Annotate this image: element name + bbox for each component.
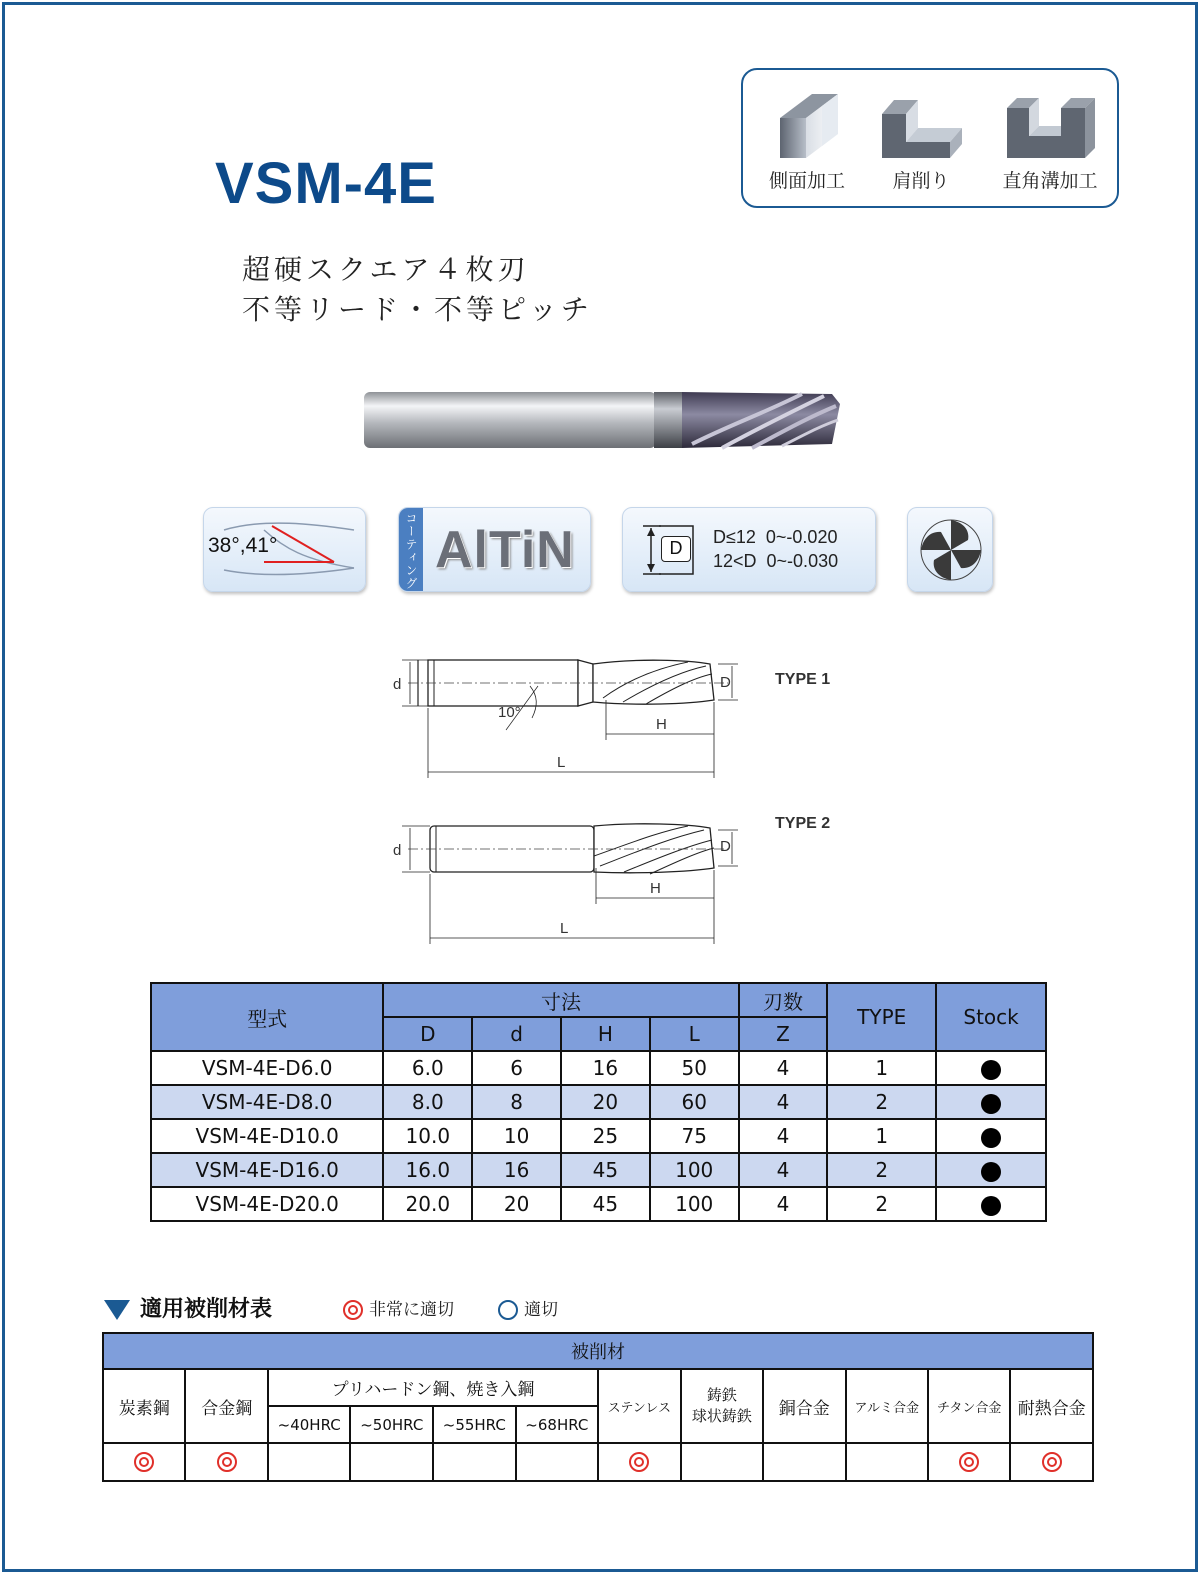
cell-d: 8 <box>472 1085 561 1119</box>
rating-cell <box>103 1443 185 1481</box>
cell-L: 100 <box>650 1187 739 1221</box>
cell-stock <box>936 1187 1046 1221</box>
process-label-slot: 直角溝加工 <box>1002 170 1098 192</box>
cell-d: 10 <box>472 1119 561 1153</box>
material-col-68hrc: ~68HRC <box>516 1406 599 1443</box>
cell-d: 20 <box>472 1187 561 1221</box>
material-table <box>102 1332 1094 1482</box>
stock-dot-icon <box>981 1128 1001 1148</box>
cell-type: 2 <box>827 1085 936 1119</box>
table-row <box>151 1187 1046 1221</box>
type2-label: TYPE 2 <box>775 815 831 832</box>
double-circle-icon <box>959 1452 979 1472</box>
rating-cell <box>598 1443 680 1481</box>
table-row <box>151 1085 1046 1119</box>
cell-Z: 4 <box>739 1051 828 1085</box>
table-row <box>151 1119 1046 1153</box>
rating-cell <box>433 1443 516 1481</box>
header-model: 型式 <box>151 983 383 1051</box>
tolerance-badge <box>622 507 876 592</box>
coating-side-label: コーティング <box>399 508 423 592</box>
type1-label: TYPE 1 <box>775 671 831 688</box>
rating-cell <box>846 1443 928 1481</box>
rating-cell <box>516 1443 599 1481</box>
process-label-shoulder: 肩削り <box>892 170 950 192</box>
legend-excellent-text: 非常に適切 <box>369 1300 454 1320</box>
rating-cell <box>1010 1443 1093 1481</box>
material-col-titanium-alloy: チタン合金 <box>928 1369 1010 1443</box>
helix-angle-text: 38°,41° <box>208 534 278 557</box>
table-row <box>151 1153 1046 1187</box>
four-flute-cross-section-icon <box>908 508 993 592</box>
cell-type: 1 <box>827 1051 936 1085</box>
type1-dim-d: d <box>393 676 402 693</box>
rating-cell <box>928 1443 1010 1481</box>
header-dimensions: 寸法 <box>383 983 738 1017</box>
material-col-aluminum-alloy: アルミ合金 <box>846 1369 928 1443</box>
rating-cell <box>268 1443 351 1481</box>
cell-stock <box>936 1153 1046 1187</box>
rating-cell <box>763 1443 845 1481</box>
product-title: VSM-4E <box>215 151 437 216</box>
cell-stock <box>936 1119 1046 1153</box>
process-shoulder-milling <box>873 92 969 193</box>
flute-count-badge <box>907 507 993 592</box>
end-mill-photo <box>362 384 847 456</box>
cell-model: VSM-4E-D6.0 <box>151 1051 383 1085</box>
cell-H: 45 <box>561 1153 650 1187</box>
material-col-50hrc: ~50HRC <box>350 1406 433 1443</box>
double-circle-icon <box>343 1300 363 1320</box>
cell-D: 6.0 <box>383 1051 472 1085</box>
type1-dim-H: H <box>656 716 667 733</box>
material-rating-row <box>103 1443 1093 1481</box>
spec-table <box>150 982 1047 1222</box>
material-col-copper-alloy: 銅合金 <box>763 1369 845 1443</box>
cell-model: VSM-4E-D8.0 <box>151 1085 383 1119</box>
cell-model: VSM-4E-D10.0 <box>151 1119 383 1153</box>
header-type: TYPE <box>827 983 936 1051</box>
cell-Z: 4 <box>739 1119 828 1153</box>
cell-Z: 4 <box>739 1187 828 1221</box>
stock-dot-icon <box>981 1196 1001 1216</box>
header-D: D <box>383 1017 472 1051</box>
type2-dim-D: D <box>720 838 731 855</box>
cell-type: 2 <box>827 1153 936 1187</box>
side-milling-icon <box>772 88 842 160</box>
type1-drawing <box>388 650 748 780</box>
process-side-milling <box>765 88 849 193</box>
double-circle-icon <box>134 1452 154 1472</box>
process-panel <box>741 68 1119 208</box>
double-circle-icon <box>629 1452 649 1472</box>
tolerance-d-symbol: D <box>661 536 691 562</box>
cell-D: 10.0 <box>383 1119 472 1153</box>
material-col-cast-iron: 鋳鉄 球状鋳鉄 <box>681 1369 763 1443</box>
cell-D: 16.0 <box>383 1153 472 1187</box>
type1-angle: 10° <box>498 704 521 721</box>
header-L: L <box>650 1017 739 1051</box>
cell-type: 1 <box>827 1119 936 1153</box>
cell-L: 100 <box>650 1153 739 1187</box>
rating-cell <box>185 1443 267 1481</box>
product-subtitle-2: 不等リード・不等ピッチ <box>242 293 593 326</box>
cell-L: 50 <box>650 1051 739 1085</box>
material-col-prehard-group: プリハードン鋼、焼き入鋼 <box>268 1369 598 1406</box>
material-col-heat-resistant-alloy: 耐熱合金 <box>1010 1369 1093 1443</box>
material-col-55hrc: ~55HRC <box>433 1406 516 1443</box>
tolerance-line-2: 12<D 0~-0.030 <box>713 551 839 571</box>
cell-d: 16 <box>472 1153 561 1187</box>
legend-good-text: 適切 <box>524 1300 558 1320</box>
cell-H: 45 <box>561 1187 650 1221</box>
circle-icon <box>498 1300 518 1320</box>
slot-milling-icon <box>1003 92 1097 160</box>
triangle-down-icon <box>104 1300 130 1320</box>
cell-L: 60 <box>650 1085 739 1119</box>
material-col-alloy-steel: 合金鋼 <box>185 1369 267 1443</box>
double-circle-icon <box>1042 1452 1062 1472</box>
material-table-title: 被削材 <box>103 1333 1093 1369</box>
rating-cell <box>350 1443 433 1481</box>
process-label-side: 側面加工 <box>768 170 845 192</box>
cell-H: 25 <box>561 1119 650 1153</box>
type1-dim-D: D <box>720 674 731 691</box>
cell-H: 20 <box>561 1085 650 1119</box>
product-subtitle-1: 超硬スクエア４枚刃 <box>242 253 530 286</box>
material-col-40hrc: ~40HRC <box>268 1406 351 1443</box>
helix-angle-badge <box>203 507 366 592</box>
cell-H: 16 <box>561 1051 650 1085</box>
stock-dot-icon <box>981 1162 1001 1182</box>
type1-dim-L: L <box>557 754 566 771</box>
coating-name: AlTiN <box>435 521 575 579</box>
cell-d: 6 <box>472 1051 561 1085</box>
cell-Z: 4 <box>739 1153 828 1187</box>
type2-dim-d: d <box>393 842 402 859</box>
double-circle-icon <box>217 1452 237 1472</box>
material-heading-text: 適用被削材表 <box>140 1297 273 1322</box>
process-slot-milling <box>995 92 1105 193</box>
type2-dim-L: L <box>560 920 569 937</box>
cell-Z: 4 <box>739 1085 828 1119</box>
stock-dot-icon <box>981 1060 1001 1080</box>
type2-dim-H: H <box>650 880 661 897</box>
cell-L: 75 <box>650 1119 739 1153</box>
cell-D: 8.0 <box>383 1085 472 1119</box>
tolerance-line-1: D≤12 0~-0.020 <box>713 527 838 547</box>
coating-badge <box>398 507 591 592</box>
header-stock: Stock <box>936 983 1046 1051</box>
cell-stock <box>936 1085 1046 1119</box>
table-row <box>151 1051 1046 1085</box>
header-flutes: 刃数 <box>739 983 828 1017</box>
cell-type: 2 <box>827 1187 936 1221</box>
header-H: H <box>561 1017 650 1051</box>
cell-model: VSM-4E-D20.0 <box>151 1187 383 1221</box>
stock-dot-icon <box>981 1094 1001 1114</box>
material-col-stainless: ステンレス <box>598 1369 680 1443</box>
header-d: d <box>472 1017 561 1051</box>
cell-model: VSM-4E-D16.0 <box>151 1153 383 1187</box>
legend-good <box>498 1295 558 1320</box>
cell-D: 20.0 <box>383 1187 472 1221</box>
rating-cell <box>681 1443 763 1481</box>
header-Z: Z <box>739 1017 828 1051</box>
cell-stock <box>936 1051 1046 1085</box>
legend-excellent <box>343 1295 454 1320</box>
material-heading <box>104 1292 272 1323</box>
shoulder-milling-icon <box>878 92 964 160</box>
material-col-carbon-steel: 炭素鋼 <box>103 1369 185 1443</box>
